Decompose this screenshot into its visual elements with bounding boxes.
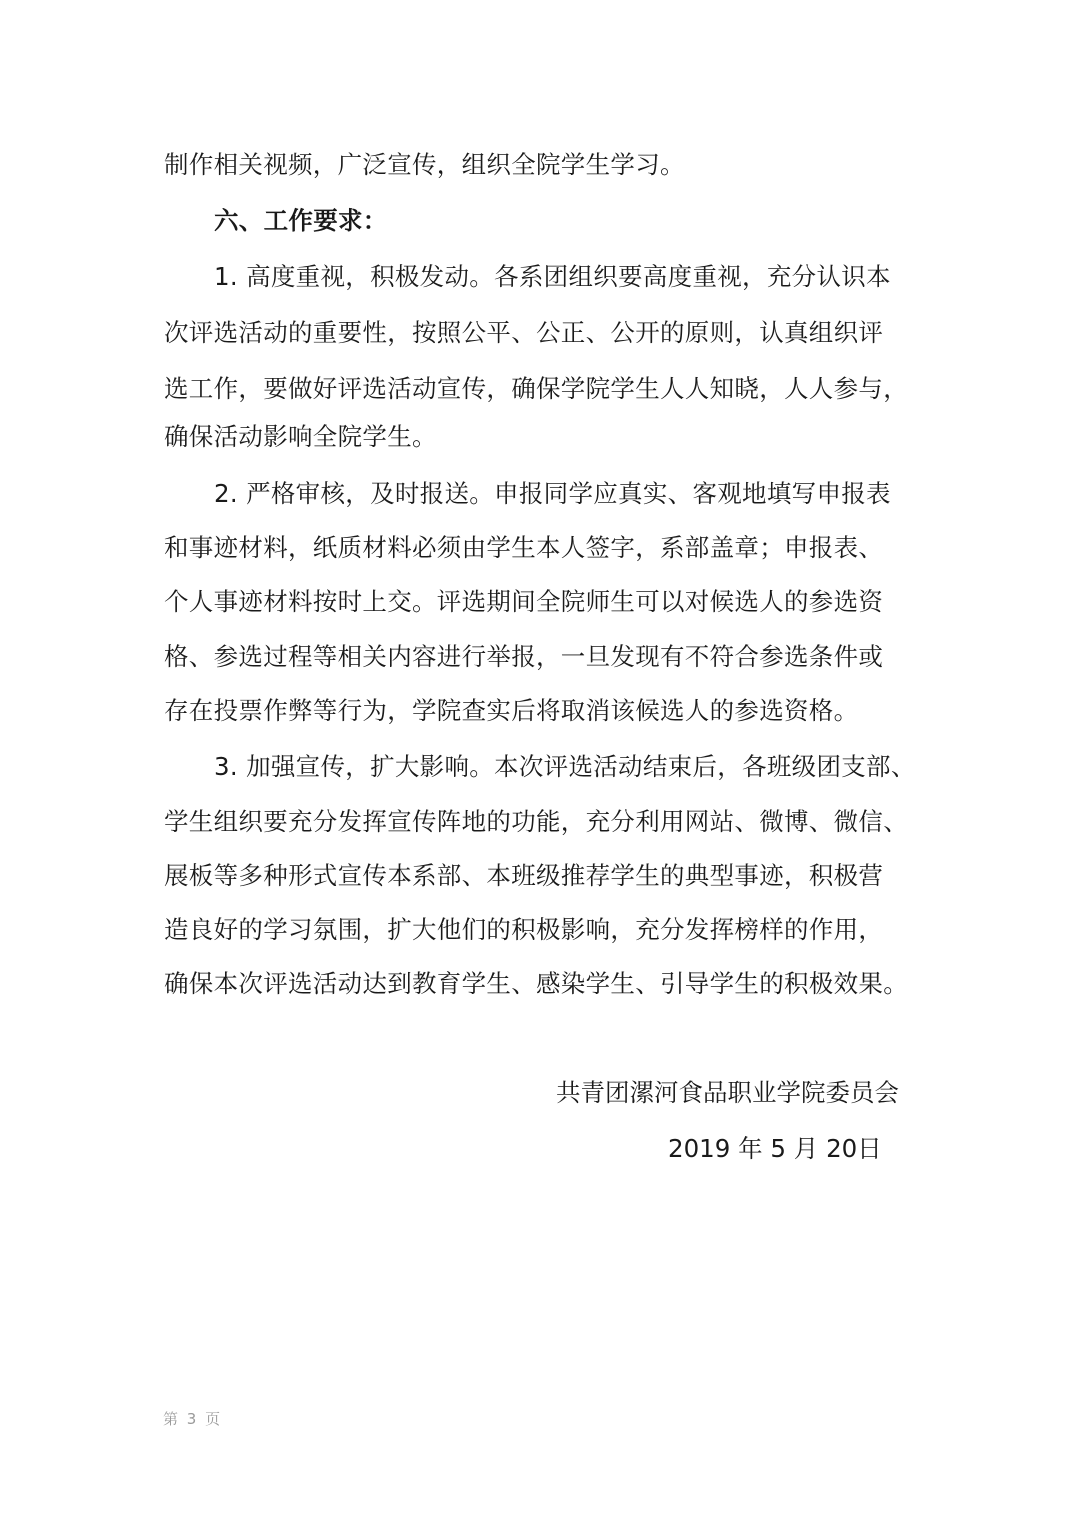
item-3-line-2: 学生组织要充分发挥宣传阵地的功能，充分利用网站、微博、微信、 — [164, 807, 908, 836]
item-1-line-3: 选工作，要做好评选活动宣传，确保学院学生人人知晓，人人参与， — [164, 374, 908, 403]
item-3-line-5: 确保本次评选活动达到教育学生、感染学生、引导学生的积极效果。 — [164, 969, 908, 998]
signature-organization: 共青团漯河食品职业学院委员会 — [556, 1078, 899, 1107]
item-2-line-4: 格、参选过程等相关内容进行举报，一旦发现有不符合参选条件或 — [164, 642, 884, 671]
item-2-line-3: 个人事迹材料按时上交。评选期间全院师生可以对候选人的参选资 — [164, 587, 884, 616]
signature-date: 2019 年 5 月 20日 — [668, 1134, 882, 1163]
item-2-line-2: 和事迹材料，纸质材料必须由学生本人签字，系部盖章；申报表、 — [164, 533, 884, 562]
item-3-line-4: 造良好的学习氛围，扩大他们的积极影响，充分发挥榜样的作用， — [164, 915, 884, 944]
page-number: 第 3 页 — [163, 1410, 223, 1428]
item-3-line-1: 3. 加强宣传，扩大影响。本次评选活动结束后，各班级团支部、 — [214, 752, 916, 781]
item-1-line-1: 1. 高度重视，积极发动。各系团组织要高度重视，充分认识本 — [214, 262, 891, 291]
section-heading: 六、工作要求： — [214, 206, 388, 235]
intro-tail-line: 制作相关视频，广泛宣传，组织全院学生学习。 — [164, 150, 685, 179]
item-1-line-2: 次评选活动的重要性，按照公平、公正、公开的原则，认真组织评 — [164, 318, 884, 347]
item-2-line-5: 存在投票作弊等行为，学院查实后将取消该候选人的参选资格。 — [164, 696, 859, 725]
item-1-line-4: 确保活动影响全院学生。 — [164, 422, 437, 451]
item-3-line-3: 展板等多种形式宣传本系部、本班级推荐学生的典型事迹，积极营 — [164, 861, 884, 890]
item-2-line-1: 2. 严格审核，及时报送。申报同学应真实、客观地填写申报表 — [214, 479, 891, 508]
